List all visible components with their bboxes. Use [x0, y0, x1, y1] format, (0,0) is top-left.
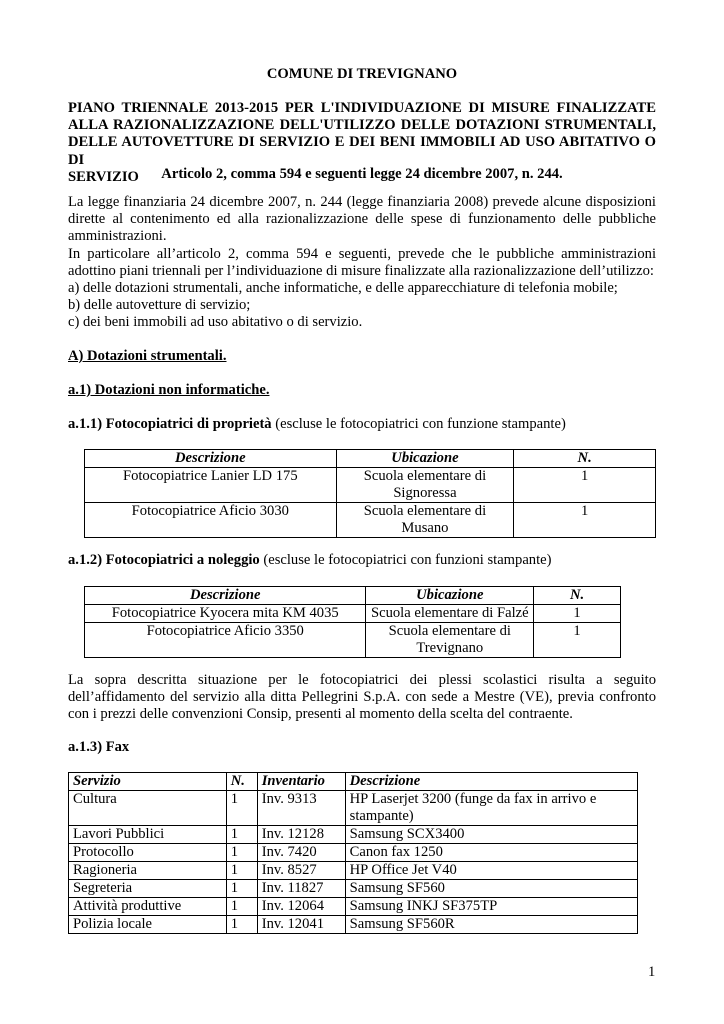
- col-header-descrizione: Descrizione: [85, 587, 366, 605]
- cell-n: 1: [514, 503, 656, 538]
- document-subtitle: Articolo 2, comma 594 e seguenti legge 24 dicembre 2007, n. 244.: [161, 166, 563, 182]
- title-line: DELLE AUTOVETTURE DI SERVIZIO E DEI BENI IMMOBILI AD USO ABITATIVO O DI: [68, 134, 656, 168]
- col-header-n: N.: [226, 773, 257, 791]
- intro-line: La legge finanziaria 24 dicembre 2007, n. 244 (legge finanziaria 2008) prevede alcune disposizioni: [68, 194, 656, 210]
- cell-servizio: Polizia locale: [69, 916, 227, 934]
- intro-line: c) dei beni immobili ad uso abitativo o di servizio.: [68, 314, 363, 331]
- col-header-n: N.: [534, 587, 621, 605]
- note-line: La sopra descritta situazione per le fotocopiatrici dei plessi scolastici risulta a seguito: [68, 672, 656, 688]
- cell-descrizione: Fotocopiatrice Kyocera mita KM 4035: [85, 605, 366, 623]
- intro-line: In particolare all’articolo 2, comma 594 e seguenti, prevede che le pubbliche amministrazioni: [68, 245, 656, 262]
- title-line: ALLA RAZIONALIZZAZIONE DELL'UTILIZZO DELLE DOTAZIONI STRUMENTALI,: [68, 117, 656, 134]
- cell-descrizione: Samsung SF560R: [345, 916, 637, 934]
- intro-line: adottino piani triennali per l’individuazione di misure finalizzate alla razionalizzazione dell’utilizzo:: [68, 262, 654, 279]
- cell-n: 1: [514, 468, 656, 503]
- table-row: [69, 862, 638, 880]
- a11-heading-bold: a.1.1) Fotocopiatrici di proprietà: [68, 416, 272, 432]
- table-row: [85, 623, 621, 658]
- table-row: [69, 898, 638, 916]
- col-header-n: N.: [514, 450, 656, 468]
- cell-descrizione: Fotocopiatrice Aficio 3030: [85, 503, 337, 538]
- comune-heading: COMUNE DI TREVIGNANO: [266, 66, 458, 82]
- cell-servizio: Attività produttive: [69, 898, 227, 916]
- table-row: [69, 826, 638, 844]
- table-header-row: [85, 587, 621, 605]
- section-a1-heading: a.1) Dotazioni non informatiche.: [68, 382, 270, 398]
- cell-ubicazione: Scuola elementare di Trevignano: [366, 623, 534, 658]
- section-a12-heading: [68, 552, 656, 569]
- cell-descrizione: Fotocopiatrice Aficio 3350: [85, 623, 366, 658]
- col-header-servizio: Servizio: [69, 773, 227, 791]
- col-header-inventario: Inventario: [257, 773, 345, 791]
- cell-inventario: Inv. 12041: [257, 916, 345, 934]
- note-line: dell’affidamento del servizio alla ditta Pellegrini S.p.A. con sede a Mestre (VE), previa confronto: [68, 689, 656, 706]
- cell-descrizione: Fotocopiatrice Lanier LD 175: [85, 468, 337, 503]
- cell-n: 1: [226, 791, 257, 826]
- cell-inventario: Inv. 11827: [257, 880, 345, 898]
- intro-line: b) delle autovetture di servizio;: [68, 297, 251, 314]
- table-header-row: [85, 450, 656, 468]
- cell-ubicazione: Scuola elementare di Falzé: [366, 605, 534, 623]
- cell-n: 1: [226, 916, 257, 934]
- cell-servizio: Protocollo: [69, 844, 227, 862]
- intro-line: dirette al contenimento ed alla razionalizzazione delle spese di funzionamento delle pubbliche: [68, 211, 656, 228]
- table-row: [85, 605, 621, 623]
- cell-n: 1: [226, 862, 257, 880]
- note-line: con i prezzi delle convenzioni Consip, presenti al momento della scelta del contraente.: [68, 706, 573, 723]
- cell-inventario: Inv. 8527: [257, 862, 345, 880]
- table-row: [69, 916, 638, 934]
- cell-descrizione: Samsung SCX3400: [345, 826, 637, 844]
- title-line: PIANO TRIENNALE 2013-2015 PER L'INDIVIDUAZIONE DI MISURE FINALIZZATE: [68, 100, 656, 116]
- cell-servizio: Segreteria: [69, 880, 227, 898]
- cell-inventario: Inv. 12064: [257, 898, 345, 916]
- cell-inventario: Inv. 7420: [257, 844, 345, 862]
- a12-heading-bold: a.1.2) Fotocopiatrici a noleggio: [68, 552, 260, 568]
- cell-n: 1: [226, 826, 257, 844]
- cell-descrizione: HP Laserjet 3200 (funge da fax in arrivo e stampante): [345, 791, 637, 826]
- a12-heading-rest: (escluse le fotocopiatrici con funzioni stampante): [259, 552, 552, 568]
- table-row: [69, 844, 638, 862]
- cell-inventario: Inv. 12128: [257, 826, 345, 844]
- title-line: SERVIZIO: [68, 168, 139, 185]
- cell-inventario: Inv. 9313: [257, 791, 345, 826]
- cell-n: 1: [226, 898, 257, 916]
- cell-n: 1: [534, 623, 621, 658]
- copier-note-paragraph: [68, 672, 656, 724]
- cell-descrizione: Canon fax 1250: [345, 844, 637, 862]
- section-a13-heading: a.1.3) Fax: [68, 739, 130, 755]
- section-a11-heading: [68, 416, 656, 433]
- rented-copiers-table: [84, 586, 621, 658]
- intro-paragraph: [68, 194, 656, 332]
- cell-n: 1: [226, 880, 257, 898]
- intro-line: amministrazioni.: [68, 228, 167, 245]
- col-header-ubicazione: Ubicazione: [336, 450, 514, 468]
- cell-ubicazione: Scuola elementare di Musano: [336, 503, 514, 538]
- table-row: [85, 503, 656, 538]
- cell-descrizione: Samsung INKJ SF375TP: [345, 898, 637, 916]
- col-header-ubicazione: Ubicazione: [366, 587, 534, 605]
- cell-n: 1: [226, 844, 257, 862]
- cell-servizio: Cultura: [69, 791, 227, 826]
- cell-servizio: Lavori Pubblici: [69, 826, 227, 844]
- cell-descrizione: HP Office Jet V40: [345, 862, 637, 880]
- cell-descrizione: Samsung SF560: [345, 880, 637, 898]
- cell-servizio: Ragioneria: [69, 862, 227, 880]
- cell-ubicazione: Scuola elementare di Signoressa: [336, 468, 514, 503]
- table-row: [85, 468, 656, 503]
- table-row: [69, 791, 638, 826]
- table-header-row: [69, 773, 638, 791]
- col-header-descrizione: Descrizione: [345, 773, 637, 791]
- page-number: 1: [648, 964, 656, 980]
- table-row: [69, 880, 638, 898]
- a11-heading-rest: (escluse le fotocopiatrici con funzione stampante): [271, 416, 566, 432]
- intro-line: a) delle dotazioni strumentali, anche informatiche, e delle apparecchiature di telefonia mobile;: [68, 280, 618, 297]
- section-a-heading: A) Dotazioni strumentali.: [68, 348, 227, 364]
- fax-table: [68, 772, 638, 934]
- owned-copiers-table: [84, 449, 656, 538]
- cell-n: 1: [534, 605, 621, 623]
- col-header-descrizione: Descrizione: [85, 450, 337, 468]
